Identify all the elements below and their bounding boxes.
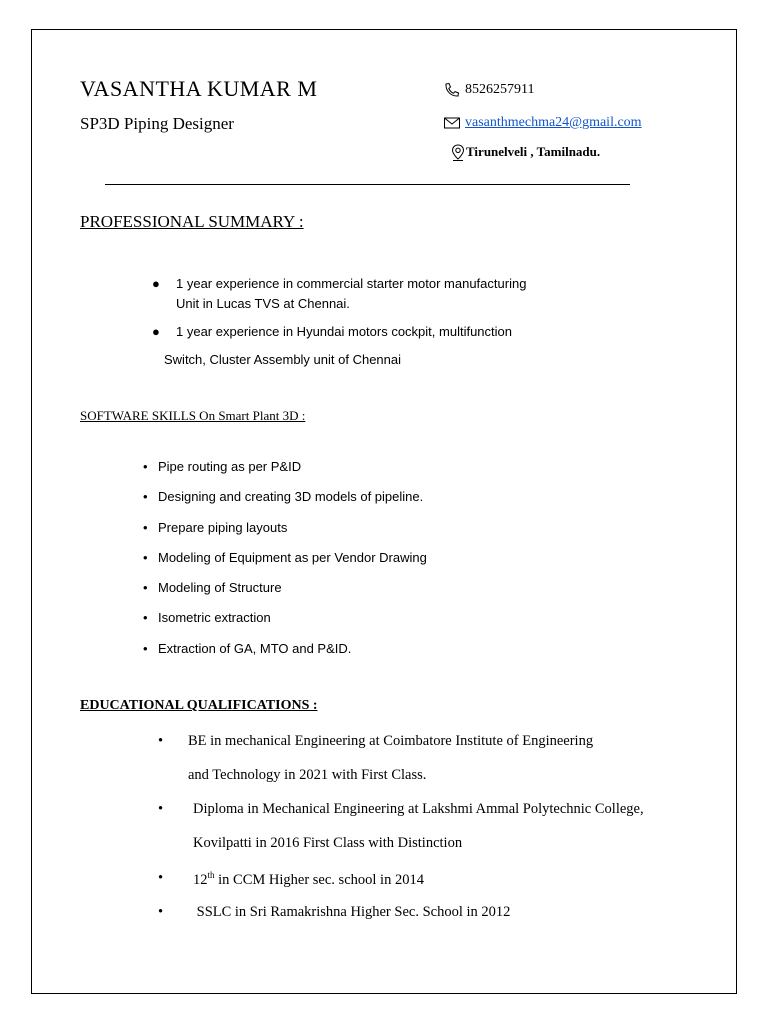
candidate-name: VASANTHA KUMAR M bbox=[80, 76, 318, 101]
envelope-icon bbox=[443, 115, 461, 131]
location-pin-icon bbox=[450, 144, 466, 160]
summary-item-1-line2: Unit in Lucas TVS at Chennai. bbox=[176, 296, 350, 311]
software-item: Modeling of Structure bbox=[158, 580, 282, 595]
software-heading: SOFTWARE SKILLS On Smart Plant 3D : bbox=[80, 408, 306, 423]
list-bullet: • bbox=[143, 550, 148, 565]
software-item: Isometric extraction bbox=[158, 610, 271, 625]
list-bullet: • bbox=[143, 489, 148, 504]
list-bullet: • bbox=[158, 733, 164, 749]
education-item-2-line2: Kovilpatti in 2016 First Class with Distinction bbox=[193, 835, 463, 851]
list-bullet: • bbox=[158, 904, 164, 920]
list-bullet: • bbox=[143, 610, 148, 625]
list-bullet: • bbox=[158, 801, 164, 817]
location-text: Tirunelveli , Tamilnadu. bbox=[466, 144, 601, 159]
summary-item-2-line1: 1 year experience in Hyundai motors cockpit, multifunction bbox=[176, 324, 512, 339]
list-bullet: • bbox=[143, 520, 148, 535]
candidate-role: SP3D Piping Designer bbox=[80, 114, 234, 133]
education-item-1-line2: and Technology in 2021 with First Class. bbox=[188, 767, 427, 783]
list-bullet: • bbox=[158, 870, 164, 886]
education-item-4: SSLC in Sri Ramakrishna Higher Sec. School in 2012 bbox=[193, 904, 511, 920]
education-item-2-line1: Diploma in Mechanical Engineering at Lakshmi Ammal Polytechnic College, bbox=[193, 801, 644, 817]
summary-item-2-line2: Switch, Cluster Assembly unit of Chennai bbox=[164, 352, 401, 367]
phone-number: 8526257911 bbox=[465, 82, 535, 97]
software-item: Pipe routing as per P&ID bbox=[158, 459, 302, 474]
software-item: Designing and creating 3D models of pipeline. bbox=[158, 489, 424, 504]
phone-contact bbox=[443, 82, 534, 98]
software-item: Extraction of GA, MTO and P&ID. bbox=[158, 641, 352, 656]
email-contact bbox=[443, 115, 642, 131]
education-item-1-line1: BE in mechanical Engineering at Coimbatore Institute of Engineering bbox=[188, 733, 594, 749]
email-link[interactable]: vasanthmechma24@gmail.com bbox=[465, 115, 642, 130]
software-item: Prepare piping layouts bbox=[158, 520, 288, 535]
education-heading: EDUCATIONAL QUALIFICATIONS : bbox=[80, 698, 318, 713]
list-bullet: • bbox=[143, 580, 148, 595]
phone-icon bbox=[443, 82, 461, 98]
list-bullet: ● bbox=[152, 324, 160, 339]
list-bullet: • bbox=[143, 459, 148, 474]
list-bullet: • bbox=[143, 641, 148, 656]
summary-item-1-line1: 1 year experience in commercial starter motor manufacturing bbox=[176, 276, 527, 291]
education-item-3: 12th in CCM Higher sec. school in 2014 bbox=[193, 870, 424, 888]
location-contact bbox=[450, 144, 600, 160]
list-bullet: ● bbox=[152, 276, 160, 291]
summary-heading: PROFESSIONAL SUMMARY : bbox=[80, 212, 304, 231]
header-divider bbox=[105, 184, 630, 185]
software-item: Modeling of Equipment as per Vendor Drawing bbox=[158, 550, 427, 565]
